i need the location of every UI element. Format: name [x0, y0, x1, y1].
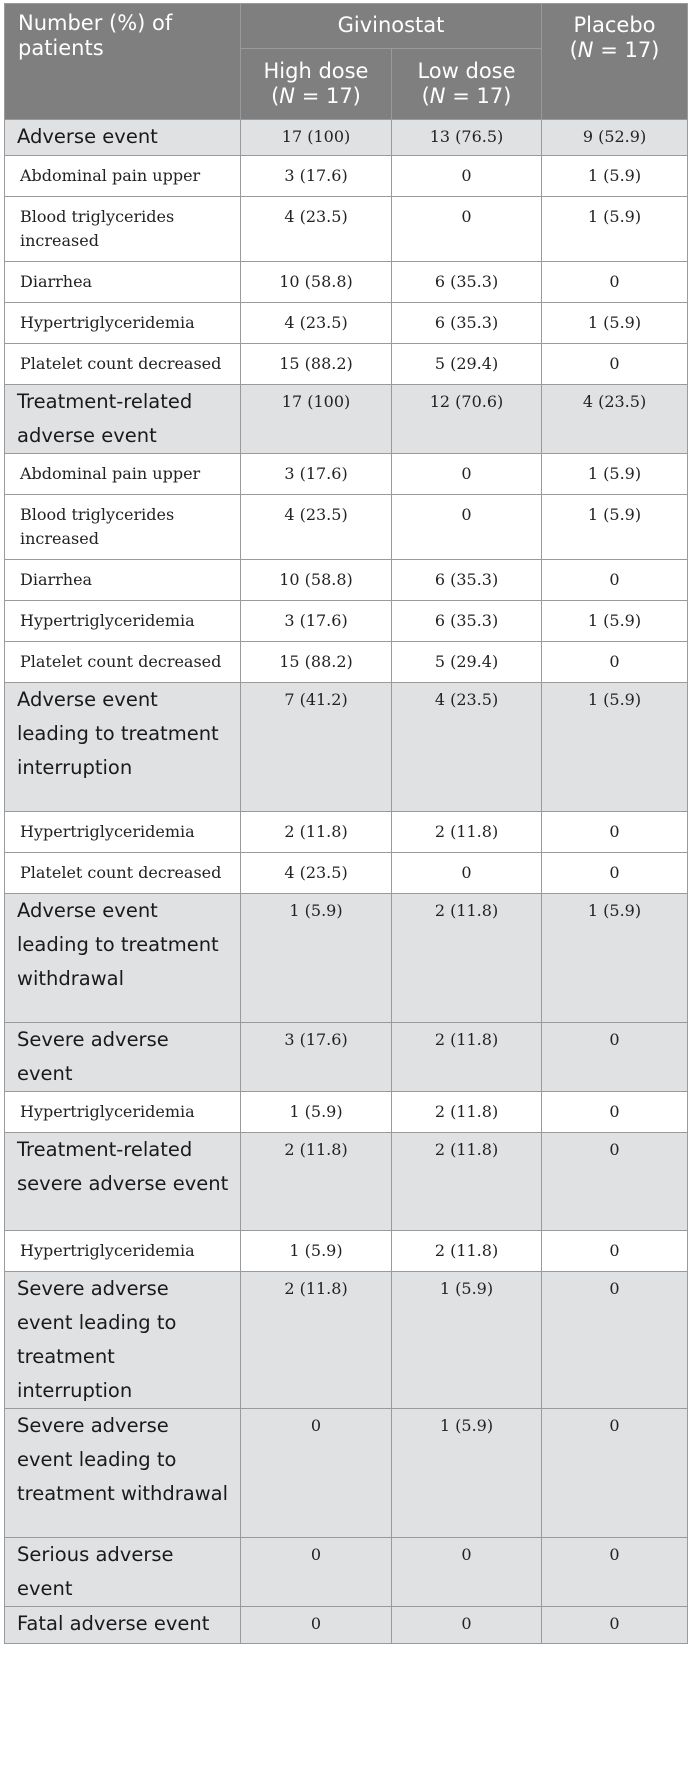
high-dose-value: 3 (17.6) [241, 156, 392, 197]
low-dose-value: 2 (11.8) [392, 894, 542, 1023]
placebo-value: 0 [542, 1409, 688, 1538]
low-dose-value: 6 (35.3) [392, 560, 542, 601]
table-row [5, 1133, 688, 1231]
low-dose-value: 2 (11.8) [392, 812, 542, 853]
row-label: Abdominal pain upper [5, 156, 241, 197]
table-row [5, 1538, 688, 1607]
low-dose-value: 0 [392, 156, 542, 197]
high-dose-value: 17 (100) [241, 120, 392, 156]
placebo-value: 1 (5.9) [542, 683, 688, 812]
row-label-header: Number (%) of patients [5, 4, 241, 120]
high-dose-label: High dose [263, 59, 369, 83]
low-dose-value: 13 (76.5) [392, 120, 542, 156]
placebo-value: 0 [542, 1023, 688, 1092]
placebo-value: 1 (5.9) [542, 894, 688, 1023]
high-dose-value: 1 (5.9) [241, 894, 392, 1023]
row-label: Blood triglycerides increased [5, 495, 241, 560]
placebo-value: 1 (5.9) [542, 454, 688, 495]
low-dose-label: Low dose [417, 59, 516, 83]
table-row [5, 1409, 688, 1538]
high-dose-value: 3 (17.6) [241, 454, 392, 495]
row-label: Diarrhea [5, 262, 241, 303]
high-dose-value: 17 (100) [241, 385, 392, 454]
high-dose-value: 4 (23.5) [241, 303, 392, 344]
row-label: Treatment-related severe adverse event [5, 1133, 241, 1231]
high-dose-n-label: (N = 17) [271, 84, 361, 108]
placebo-value: 0 [542, 560, 688, 601]
row-label: Fatal adverse event [5, 1607, 241, 1644]
adverse-events-table [4, 3, 688, 1644]
high-dose-value: 0 [241, 1538, 392, 1607]
placebo-value: 0 [542, 262, 688, 303]
high-dose-value: 0 [241, 1607, 392, 1644]
placebo-value: 1 (5.9) [542, 495, 688, 560]
low-dose-value: 2 (11.8) [392, 1023, 542, 1092]
low-dose-value: 0 [392, 197, 542, 262]
high-dose-value: 15 (88.2) [241, 344, 392, 385]
table-row [5, 601, 688, 642]
placebo-value: 0 [542, 1092, 688, 1133]
table-row [5, 683, 688, 812]
row-label: Severe adverse event [5, 1023, 241, 1092]
table-row [5, 262, 688, 303]
placebo-value: 9 (52.9) [542, 120, 688, 156]
low-dose-value: 2 (11.8) [392, 1133, 542, 1231]
row-label: Diarrhea [5, 560, 241, 601]
placebo-value: 0 [542, 1538, 688, 1607]
low-dose-value: 0 [392, 1607, 542, 1644]
placebo-value: 1 (5.9) [542, 156, 688, 197]
table-row [5, 853, 688, 894]
low-dose-value: 5 (29.4) [392, 344, 542, 385]
low-dose-value: 6 (35.3) [392, 262, 542, 303]
high-dose-value: 1 (5.9) [241, 1231, 392, 1272]
row-label: Serious adverse event [5, 1538, 241, 1607]
high-dose-value: 1 (5.9) [241, 1092, 392, 1133]
row-label: Platelet count decreased [5, 642, 241, 683]
high-dose-value: 4 (23.5) [241, 853, 392, 894]
placebo-value: 1 (5.9) [542, 197, 688, 262]
high-dose-value: 2 (11.8) [241, 1133, 392, 1231]
low-dose-value: 0 [392, 454, 542, 495]
table-row [5, 560, 688, 601]
placebo-value: 0 [542, 853, 688, 894]
row-label: Hypertriglyceridemia [5, 812, 241, 853]
row-label: Adverse event [5, 120, 241, 156]
table-row [5, 156, 688, 197]
placebo-value: 0 [542, 812, 688, 853]
row-label: Hypertriglyceridemia [5, 303, 241, 344]
low-dose-value: 6 (35.3) [392, 303, 542, 344]
row-label: Abdominal pain upper [5, 454, 241, 495]
low-dose-n-label: (N = 17) [421, 84, 512, 108]
placebo-value: 0 [542, 642, 688, 683]
row-label: Severe adverse event leading to treatment withdrawal [5, 1409, 241, 1538]
placebo-header [542, 4, 688, 120]
high-dose-value: 10 (58.8) [241, 262, 392, 303]
placebo-value: 4 (23.5) [542, 385, 688, 454]
high-dose-value: 4 (23.5) [241, 197, 392, 262]
table-header [5, 4, 688, 120]
placebo-value: 0 [542, 344, 688, 385]
table-row [5, 197, 688, 262]
low-dose-value: 2 (11.8) [392, 1092, 542, 1133]
low-dose-value: 0 [392, 853, 542, 894]
low-dose-value: 0 [392, 495, 542, 560]
row-label: Severe adverse event leading to treatment interruption [5, 1272, 241, 1409]
placebo-value: 0 [542, 1272, 688, 1409]
high-dose-value: 3 (17.6) [241, 1023, 392, 1092]
high-dose-header [241, 49, 392, 120]
givinostat-group-header: Givinostat [241, 4, 542, 49]
placebo-value: 1 (5.9) [542, 601, 688, 642]
table-row [5, 385, 688, 454]
table-row [5, 344, 688, 385]
placebo-value: 1 (5.9) [542, 303, 688, 344]
low-dose-value: 0 [392, 1538, 542, 1607]
high-dose-value: 2 (11.8) [241, 1272, 392, 1409]
row-label: Blood triglycerides increased [5, 197, 241, 262]
low-dose-value: 1 (5.9) [392, 1272, 542, 1409]
table-row [5, 1023, 688, 1092]
row-label: Hypertriglyceridemia [5, 1231, 241, 1272]
row-label: Adverse event leading to treatment withdrawal [5, 894, 241, 1023]
table-body [5, 120, 688, 1644]
low-dose-value: 6 (35.3) [392, 601, 542, 642]
table-row [5, 894, 688, 1023]
low-dose-value: 4 (23.5) [392, 683, 542, 812]
row-label: Platelet count decreased [5, 344, 241, 385]
placebo-value: 0 [542, 1133, 688, 1231]
table-row [5, 454, 688, 495]
row-label: Hypertriglyceridemia [5, 601, 241, 642]
low-dose-value: 2 (11.8) [392, 1231, 542, 1272]
table-row [5, 1272, 688, 1409]
placebo-label: Placebo [573, 13, 656, 37]
low-dose-value: 1 (5.9) [392, 1409, 542, 1538]
high-dose-value: 10 (58.8) [241, 560, 392, 601]
high-dose-value: 2 (11.8) [241, 812, 392, 853]
table-row [5, 495, 688, 560]
header-row-1 [5, 4, 688, 49]
row-label: Hypertriglyceridemia [5, 1092, 241, 1133]
placebo-n-label: (N = 17) [569, 38, 660, 62]
table-row [5, 812, 688, 853]
placebo-value: 0 [542, 1231, 688, 1272]
high-dose-value: 15 (88.2) [241, 642, 392, 683]
low-dose-value: 5 (29.4) [392, 642, 542, 683]
high-dose-value: 7 (41.2) [241, 683, 392, 812]
high-dose-value: 4 (23.5) [241, 495, 392, 560]
placebo-value: 0 [542, 1607, 688, 1644]
table-row [5, 642, 688, 683]
table-row [5, 1607, 688, 1644]
high-dose-value: 0 [241, 1409, 392, 1538]
table-row [5, 1231, 688, 1272]
row-label: Adverse event leading to treatment interruption [5, 683, 241, 812]
table-row [5, 1092, 688, 1133]
row-label: Platelet count decreased [5, 853, 241, 894]
low-dose-header [392, 49, 542, 120]
low-dose-value: 12 (70.6) [392, 385, 542, 454]
table-row [5, 120, 688, 156]
row-label: Treatment-related adverse event [5, 385, 241, 454]
table-row [5, 303, 688, 344]
high-dose-value: 3 (17.6) [241, 601, 392, 642]
